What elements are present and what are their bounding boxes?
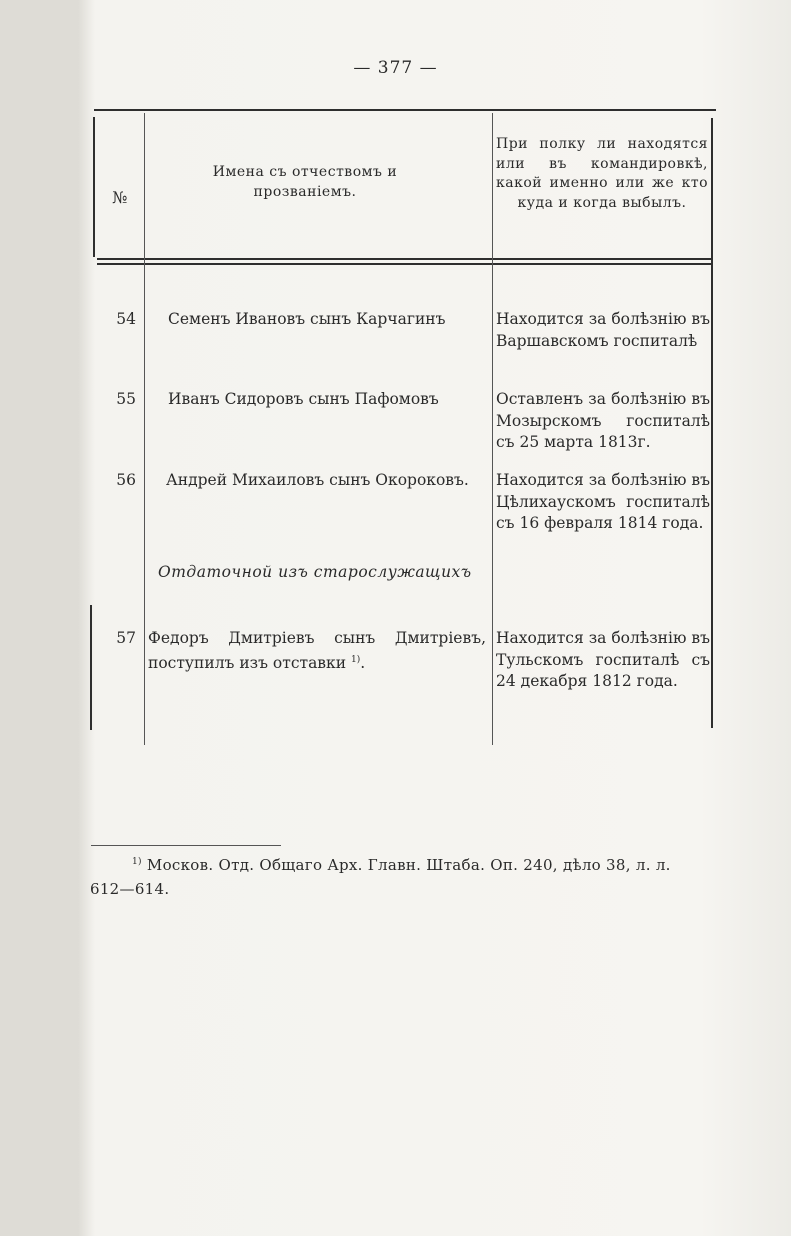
row-name-text: Федоръ Дмитріевъ сынъ Дмитріевъ, поступилъ изъ отставки [148, 629, 486, 672]
page-number: — 377 — [353, 58, 438, 78]
row-name: Семенъ Ивановъ сынъ Карчагинъ [168, 310, 446, 328]
footnote-text: Москов. Отд. Общаго Арх. Главн. Штаба. Оп. 240, дѣло 38, л. л. 612—614. [90, 856, 671, 898]
footnote [90, 850, 690, 901]
row-remark: Оставленъ за болѣзнію въ Мозырскомъ госпиталѣ съ 25 марта 1813г. [496, 390, 710, 451]
header-name: Имена съ отчествомъ и прозваніемъ. [212, 164, 398, 200]
row-remark: Находится за болѣзнію въ Цѣлихаускомъ госпиталѣ съ 16 февраля 1814 года. [496, 471, 710, 532]
footnote-reference: 1) [351, 654, 361, 665]
row-name: Иванъ Сидоровъ сынъ Пафомовъ [168, 390, 439, 408]
footnote-separator [91, 845, 281, 846]
row-remark: Находится за болѣзнію въ Тульскомъ госпиталѣ съ 24 декабря 1812 года. [496, 629, 710, 690]
header-remark: При полку ли находятся или въ командировкѣ, какой именно или же кто куда и когда выбылъ. [496, 136, 708, 211]
column-divider-2 [492, 113, 493, 745]
row-number: 54 [116, 310, 136, 328]
row-number: 57 [116, 629, 136, 647]
row-number: 56 [116, 471, 136, 489]
table-left-border-bottom [90, 605, 92, 730]
section-title: Отдаточной изъ старослужащихъ [158, 563, 472, 581]
table-right-border [711, 118, 713, 728]
row-number: 55 [116, 390, 136, 408]
row-name: Андрей Михаиловъ сынъ Окороковъ. [166, 471, 469, 489]
header-double-rule-top [97, 258, 713, 260]
column-divider-1 [144, 113, 145, 745]
header-number: № [112, 188, 128, 207]
header-double-rule-bottom [97, 263, 713, 265]
table-left-border-top [93, 117, 95, 257]
footnote-marker: 1) [132, 857, 142, 867]
row-name: Федоръ Дмитріевъ сынъ Дмитріевъ, поступилъ изъ отставки $^{1)}$. [148, 629, 486, 672]
row-remark: Находится за болѣзнію въ Варшавскомъ госпиталѣ [496, 310, 710, 350]
table-top-rule [94, 109, 716, 111]
